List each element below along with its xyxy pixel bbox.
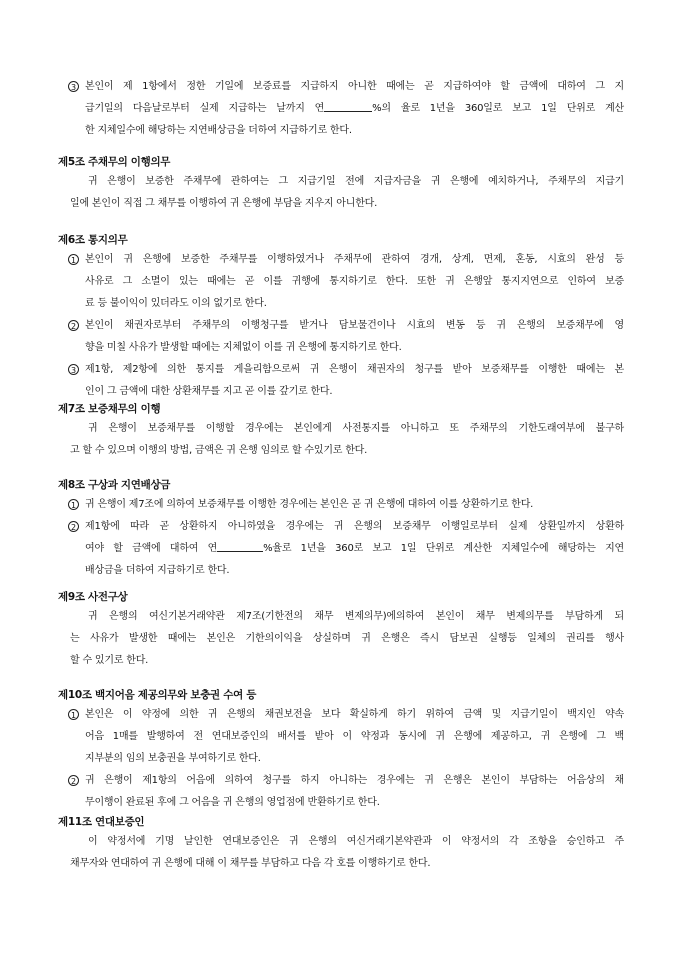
text-segment: 급기일의 다음날로부터 실제 지급하는 날까지 연: [85, 103, 325, 114]
text-line: 본인이 채권자로부터 주채무의 이행청구를 받거나 담보물건이나 시효의 변동 등 귀 은행의 보증채무에 영: [85, 320, 624, 331]
text-line: 할 수 있기로 한다.: [70, 655, 149, 666]
article-heading: 제9조 사전구상: [58, 591, 128, 603]
item-number-circle: 3: [68, 81, 79, 92]
numbered-item: [58, 494, 624, 516]
article-heading: 제7조 보증채무의 이행: [58, 403, 161, 415]
item-number-circle: 1: [68, 254, 79, 265]
text-line: 귀 은행의 여신기본거래약관 제7조(기한전의 채무 변제의무)에의하여 본인이 채무 변제의무를 부담하게 되: [88, 611, 624, 622]
article-9: [58, 588, 624, 672]
article-heading: 제11조 연대보증인: [58, 816, 145, 828]
numbered-item: [58, 516, 624, 582]
text-line: 제1항, 제2항에 의한 통지를 게을리함으로써 귀 은행이 채권자의 청구를 받아 보증채무를 이행한 때에는 본: [85, 364, 624, 375]
text-line: 어음 1매를 발행하여 전 연대보증인의 배서를 받아 이 약정과 동시에 귀 은행에 제공하고, 귀 은행에 그 백: [85, 731, 624, 742]
text-line: 귀 은행이 보증한 주채무에 관하여는 그 지급기일 전에 지급자금을 귀 은행에 예치하거나, 주채무의 지급기: [88, 176, 624, 187]
rate-blank: [217, 541, 263, 552]
article-8: [58, 476, 624, 582]
item-number-circle: 2: [68, 775, 79, 786]
text-line: 채무자와 연대하여 귀 은행에 대해 이 채무를 부담하고 다음 각 호를 이행하기로 한다.: [70, 858, 431, 869]
item-number-circle: 2: [68, 521, 79, 532]
article-7: [58, 400, 624, 462]
numbered-item: [58, 704, 624, 770]
text-line: 무이행이 완료된 후에 그 어음을 귀 은행의 영업점에 반환하기로 한다.: [85, 797, 380, 808]
text-line: 귀 은행이 제1항의 어음에 의하여 청구를 하지 아니하는 경우에는 귀 은행은 본인이 부담하는 어음상의 채: [85, 775, 624, 786]
text-line: 한 지체일수에 해당하는 지연배상금을 더하여 지급하기로 한다.: [85, 125, 352, 136]
item-number-circle: 2: [68, 320, 79, 331]
text-segment: 여야 할 금액에 대하여 연: [85, 543, 218, 554]
text-line: 일에 본인이 직접 그 채무를 이행하여 귀 은행에 부담을 지우지 아니한다.: [70, 198, 378, 209]
article-heading: 제5조 주채무의 이행의무: [58, 156, 171, 168]
numbered-item: [58, 76, 624, 142]
text-line: [85, 538, 624, 560]
text-line: 배상금을 더하여 지급하기로 한다.: [85, 565, 230, 576]
article-heading: 제10조 백지어음 제공의무와 보충권 수여 등: [58, 689, 257, 701]
rate-blank: [324, 101, 372, 112]
numbered-item: [58, 315, 624, 359]
item-number-circle: 1: [68, 709, 79, 720]
text-segment: %율로 1년을 360로 보고 1일 단위로 계산한 지체일수에 해당하는 지연: [263, 543, 625, 554]
text-line: 는 사유가 발생한 때에는 본인은 기한의이익을 상실하며 귀 은행은 즉시 담보권 실행등 일체의 권리를 행사: [70, 633, 624, 644]
text-line: 료 등 불이익이 있더라도 이의 없기로 한다.: [85, 298, 267, 309]
text-line: 귀 은행이 보증채무를 이행할 경우에는 본인에게 사전통지를 아니하고 또 주채무의 기한도래여부에 불구하: [88, 423, 624, 434]
article-5: [58, 153, 624, 215]
text-line: 이 약정서에 기명 날인한 연대보증인은 귀 은행의 여신거래기본약관과 이 약정서의 각 조항을 승인하고 주: [88, 836, 624, 847]
text-line: 사유로 그 소멸이 있는 때에는 곧 이를 귀행에 통지하기로 한다. 또한 귀 은행앞 통지지연으로 인하여 보증: [85, 276, 624, 287]
text-line: 본인이 귀 은행에 보증한 주채무를 이행하였거나 주채무에 관하여 경개, 상계, 면제, 혼동, 시효의 완성 등: [85, 254, 624, 265]
text-line: 고 할 수 있으며 이행의 방법, 금액은 귀 은행 임의로 할 수있기로 한다.: [70, 445, 368, 456]
text-line: 제1항에 따라 곧 상환하지 아니하였을 경우에는 귀 은행의 보증채무 이행일로부터 실제 상환일까지 상환하: [85, 521, 624, 532]
text-line: 귀 은행이 제7조에 의하여 보증채무를 이행한 경우에는 본인은 곧 귀 은행에 대하여 이를 상환하기로 한다.: [85, 499, 534, 510]
text-line: 인이 그 금액에 대한 상환채무를 지고 곧 이를 갚기로 한다.: [85, 386, 333, 397]
article-6: [58, 231, 624, 403]
item-number-circle: 1: [68, 499, 79, 510]
article-heading: 제6조 통지의무: [58, 234, 128, 246]
numbered-item: [58, 249, 624, 315]
text-line: 본인은 이 약정에 의한 귀 은행의 채권보전을 보다 확실하게 하기 위하여 금액 및 지급기일이 백지인 약속: [85, 709, 624, 720]
text-line: 향을 미칠 사유가 발생할 때에는 지체없이 이를 귀 은행에 통지하기로 한다.: [85, 342, 402, 353]
clause-item-carryover: [58, 76, 624, 142]
article-11: [58, 813, 624, 875]
text-line: 지부분의 임의 보충권을 부여하기로 한다.: [85, 753, 261, 764]
text-line: [85, 98, 624, 120]
text-line: 본인이 제 1항에서 정한 기일에 보증료를 지급하지 아니한 때에는 곧 지급하여야 할 금액에 대하여 그 지: [85, 81, 624, 92]
article-heading: 제8조 구상과 지연배상금: [58, 479, 171, 491]
item-number-circle: 3: [68, 364, 79, 375]
numbered-item: [58, 770, 624, 814]
article-10: [58, 686, 624, 814]
text-segment: %의 율로 1년을 360일로 보고 1일 단위로 계산: [372, 103, 624, 114]
numbered-item: [58, 359, 624, 403]
